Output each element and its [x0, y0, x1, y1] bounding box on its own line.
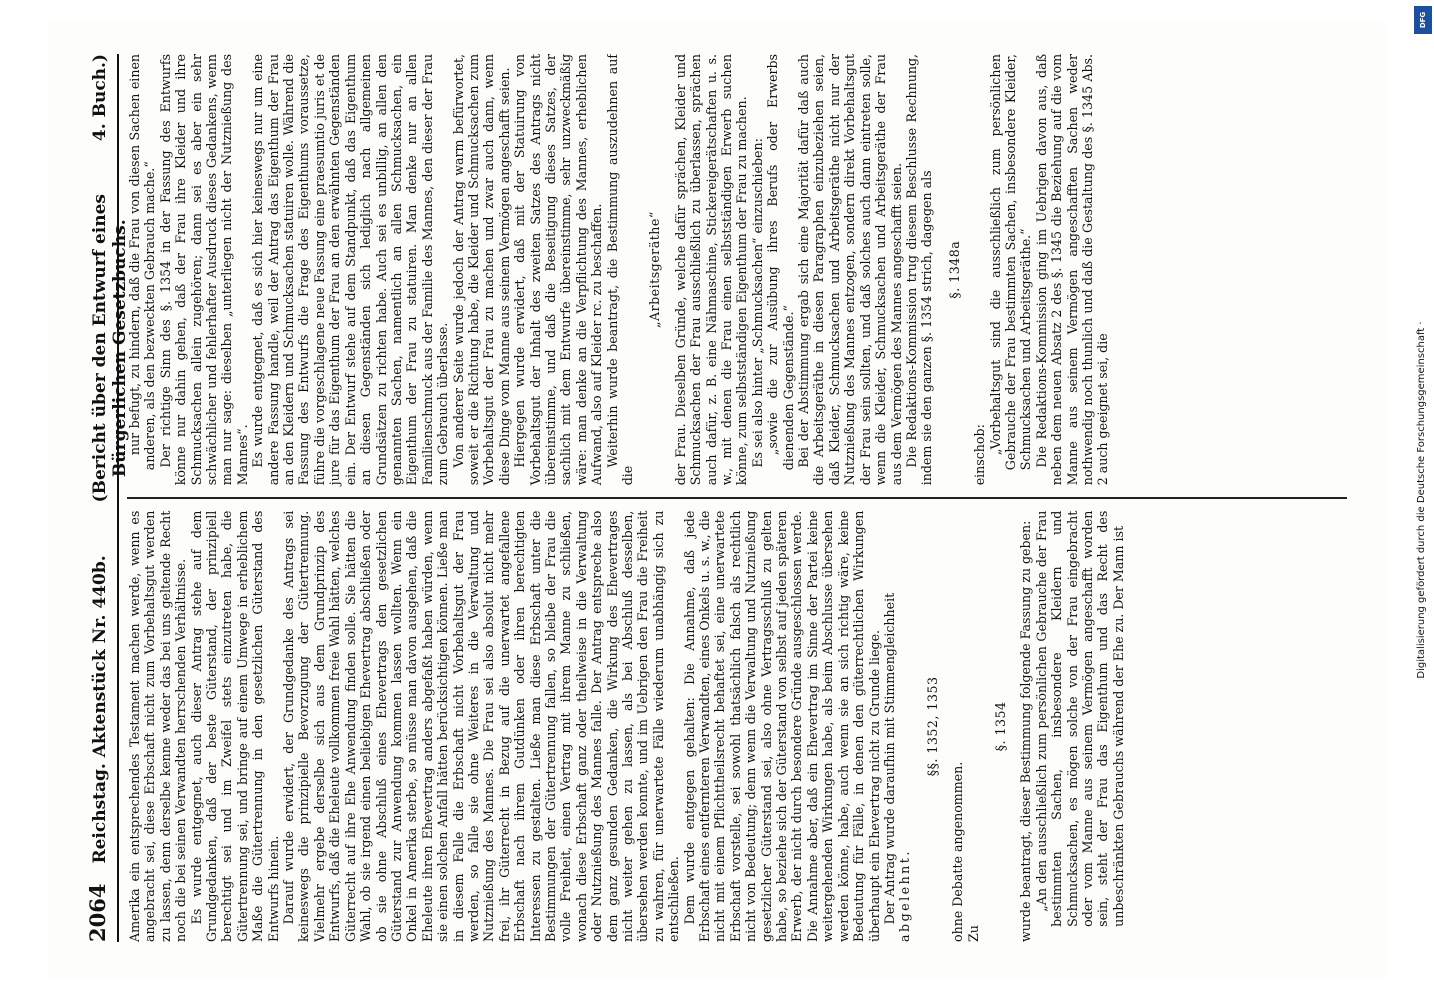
paragraph: Darauf wurde erwidert, der Grundgedanke des Antrags sei keineswegs die prinzipielle Bevorzugung der Gütertrennung. Vielmehr ergebe derselbe sich aus dem Grundprinzip des Entwurfs, daß die Eheleute vollkommen freie Wahl hätten, welches Güterrecht auf ihre Ehe Anwendung finden solle. Sie hätten die Wahl, ob sie irgend einen beliebigen Ehevertrag abschließen oder ob sie ohne Abschluß eines Ehevertrags den gesetzlichen Güterstand zur Anwendung kommen lassen wollten. Wenn ein Onkel in Amerika sterbe, so müsse man davon ausgehen, daß die Eheleute ihren Ehevertrag anders abgefaßt haben würden, wenn sie einen solchen Anfall hätten berücksichtigen können. Ließe man in diesem Falle die Erbschaft nicht Vorbehaltsgut der Frau werden, so falle sie ohne Weiteres in die Verwaltung und Nutznießung des Mannes. Die Frau sei also absolut nicht mehr frei, ihr Güterrecht in Bezug auf die unerwartet angefallene Erbschaft nach ihrem Gutdünken oder ihren berechtigten Interessen zu gestalten. Ließe man diese Erbschaft unter die Bestimmungen der Gütertrennung fallen, so bleibe der Frau die volle Freiheit, einen Vertrag mit ihrem Manne zu schließen, wonach diese Erbschaft ganz oder theilweise in die Verwaltung oder Nutznießung des Mannes falle. Der Antrag entspreche also dem ganz gesunden Gedanken, die Wirkung des Ehevertrages nicht weiter gehen zu lassen, als bei Abschluß desselben, übersehen werden konnte, und im Uebrigen den Frau die Freiheit zu wahren, für unerwartete Fälle wiederum unabhängig sich zu entschließen.	[281, 510, 682, 942]
header-title: (Bericht über den Entwurf eines Bürgerlichen Gesetzbuchs.	[90, 194, 130, 503]
paragraph: Von anderer Seite wurde jedoch der Antrag warm befürwortet, soweit er die Richtung habe, die Kleider und Schmucksachen zum Vorbehaltsgut der Frau zu machen und zwar auch dann, wenn diese Dinge vom Manne aus seinem Vermögen angeschafft seien.	[450, 53, 512, 486]
text-columns	[127, 54, 1347, 942]
page-header	[85, 54, 130, 942]
paragraph: ohne Debatte angenommen.	[950, 761, 966, 942]
paragraph: Der richtige Sinn des §. 1354 in der Fassung des Entwurfs könne nur dahin gehen, daß der Frau ihre Kleider und ihre Schmucksachen allein zugehören; dann sei es aber ein sehr schwächlicher und fehlerhafter Ausdruck dieses Gedankens, wenn man nur sage: dieselben „unterliegen nicht der Nutznießung des Mannes“.	[157, 53, 250, 486]
paragraph: Es wurde entgegnet, auch dieser Antrag stehe auf dem Grundgedanken, daß der beste Güterstand, der prinzipiell berechtigt sei und im Zweifel stets einzutreten habe, die Gütertrennung sei, und bringe auf einem Umwege in erheblichem Maße die Gütertrennung in den gesetzlichen Güterstand des Entwurfs hinein.	[188, 510, 281, 942]
quoted-insertion: „sowie die zur Ausübung ihres Berufs oder Erwerbs dienenden Gegenstände.“	[765, 53, 796, 471]
paragraph: Es wurde entgegnet, daß es sich hier keineswegs nur um eine andere Fassung handle, weil der Antrag das Eigenthum der Frau an den Kleidern und Schmucksachen statuiren wolle. Während die Fassung des Entwurfs die Frage des Eigenthums voraussetze, führe die vorgeschlagene neue Fassung eine praesumtio juris et de jure für das Eigenthum der Frau an den erwähnten Gegenständen ein. Der Entwurf stehe auf dem Standpunkt, daß das Eigenthum an diesen Gegenständen sich lediglich nach allgemeinen Grundsätzen zu richten habe. Auch sei es unbillig, an allen den genannten Sachen, namentlich an allen Schmucksachen, ein Eigenthum der Frau zu statuiren. Man denke nur an allen Familienschmuck aus der Familie des Mannes, den dieser der Frau zum Gebrauch überlasse.	[250, 53, 451, 486]
paragraph: Zu	[965, 925, 981, 942]
section-heading: §§. 1352, 1353	[924, 676, 940, 777]
paragraph: Bei der Abstimmung ergab sich eine Majorität dafür daß auch die Arbeitsgeräthe in diesen Paragraphen einzubeziehen seien, daß Kleider, Schmucksachen und Arbeitsgeräthe nicht nur der Nutznießung des Mannes entzogen, sondern direkt Vorbehaltsgut der Frau sein sollten, und daß solches auch dann eintreten solle, wenn die Kleider, Schmucksachen und Arbeitsgeräthe der Frau aus dem Vermögen des Mannes angeschafft seien.	[796, 53, 904, 486]
dfg-logo	[1414, 6, 1432, 34]
paragraph: Dem wurde entgegen gehalten: Die Annahme, daß jede Erbschaft eines entfernteren Verwandten, eines Onkels u. s. w., die nicht mit einem Pflichttheilsrecht behaftet sei, eine unerwartete Erbschaft vorstelle, sei sowohl thatsächlich falsch als rechtlich nicht von Bedeutung; denn wenn die Verwaltung und Nutznießung gesetzlicher Güterstand sei, also ohne Vertragsschluß zu gelten habe, so beziehe sich der Güterstand von selbst auf jeden späteren Erwerb, der nicht durch besondere Gründe ausgeschlossen werde. Die Annahme aber, daß ein Ehevertrag im Sinne der Partei keine weitergehenden Wirkungen habe, als beim Abschlusse übersehen werden könne, habe, auch wenn sie an sich richtig wäre, keine Bedeutung für Fälle, in denen den güterrechtlichen Wirkungen überhaupt ein Ehevertrag nicht zu Grunde liege.	[681, 510, 882, 942]
section-heading: §. 1348a	[946, 240, 962, 299]
section-heading: §. 1354	[992, 701, 1008, 752]
header-book: 4. Buch.)	[90, 54, 110, 142]
quoted-term: „Arbeitsgeräthe“	[647, 211, 663, 329]
paragraph: Weiterhin wurde beantragt, die Bestimmung auszudehnen auf die	[604, 53, 635, 486]
digitization-note	[1410, 0, 1434, 1000]
left-column	[127, 499, 1347, 942]
paragraph: Die Redaktions-Kommission ging im Uebrigen davon aus, daß neben dem neuen Absatz 2 des §. 1345 die Beziehung auf die vom Manne aus seinem Vermögen angeschafften Sachen weder nothwendig noch thunlich und daß die Gestaltung des §. 1345 Abs. 2 auch geeignet sei, die	[1033, 53, 1111, 486]
document-page	[47, 20, 1387, 980]
paragraph: wurde beantragt, dieser Bestimmung folgende Fassung zu geben:	[1018, 520, 1034, 942]
quoted-proposal: nur befugt, zu hindern, daß die Frau von diesen Sachen einen anderen, als den bezweckten Gebrauch mache.“	[127, 53, 158, 471]
paragraph: Amerika ein entsprechendes Testament machen werde, wenn es angebracht sei, diese Erbschaft nicht zum Vorbehaltsgut werden zu lassen, denn derselbe kenne weder das bei uns geltende Recht noch die bei seinen Verwandten herrschenden Verhältnisse.	[127, 510, 189, 942]
quoted-section-text: „Vorbehaltsgut sind die ausschließlich zum persönlichen Gebrauche der Frau bestimmten Sachen, insbesondere Kleider, Schmucksachen und Arbeitsgeräthe.“	[987, 53, 1034, 471]
digitization-credit: Digitalisierung gefördert durch die Deutsche Forschungsgemeinschaft ·	[1416, 321, 1427, 679]
paragraph: der Frau. Dieselben Gründe, welche dafür sprächen, Kleider und Schmucksachen der Frau ausschließlich zu überlassen, sprächen auch dafür, z. B. eine Nähmaschine, Stickereigerätschaften u. s. w., mit denen die Frau einen selbstständigen Erwerb suchen könne, zum selbstständigen Eigenthum der Frau zu machen.	[672, 53, 750, 486]
paragraph: Die Redaktions-Kommission trug diesem Beschlusse Rechnung, indem sie den ganzen §. 1354 strich, dagegen als	[903, 53, 935, 486]
page-number: 2064	[85, 883, 110, 942]
paragraph: einschob:	[972, 424, 988, 486]
right-column	[127, 54, 1347, 497]
paragraph: Hiergegen wurde erwidert, daß mit der Statuirung von Vorbehaltsgut der Inhalt des zweiten Satzes des Antrags nicht übereinstimme, und daß die Beseitigung dieses Satzes, der sachlich mit dem Entwurfe übereinstimme, sehr unzweckmäßig wäre: man denke an die Verpflichtung des Mannes, erheblichen Aufwand, also auf Kleider rc. zu beschaffen.	[512, 53, 605, 486]
column-rule	[127, 497, 1347, 498]
header-source: Reichstag. Aktenstück Nr. 440b.	[90, 555, 110, 864]
quoted-proposal: „An den ausschließlich zum persönlichen Gebrauche der Frau bestimmten Sachen, insbesondere Kleidern und Schmucksachen, es mögen solche von der Frau eingebracht oder vom Manne aus seinem Vermögen angeschafft worden sein, steht der Frau das Eigenthum und das Recht des unbeschränkten Gebrauchs während der Ehe zu. Der Mann ist	[1033, 510, 1126, 927]
paragraph: Der Antrag wurde daraufhin mit Stimmengleichheit	[881, 592, 897, 925]
vote-result: abgelehnt.	[897, 849, 913, 942]
paragraph: Es sei also hinter „Schmucksachen“ einzuschieben:	[749, 138, 765, 468]
dfg-logo-text: DFG	[1419, 11, 1427, 29]
